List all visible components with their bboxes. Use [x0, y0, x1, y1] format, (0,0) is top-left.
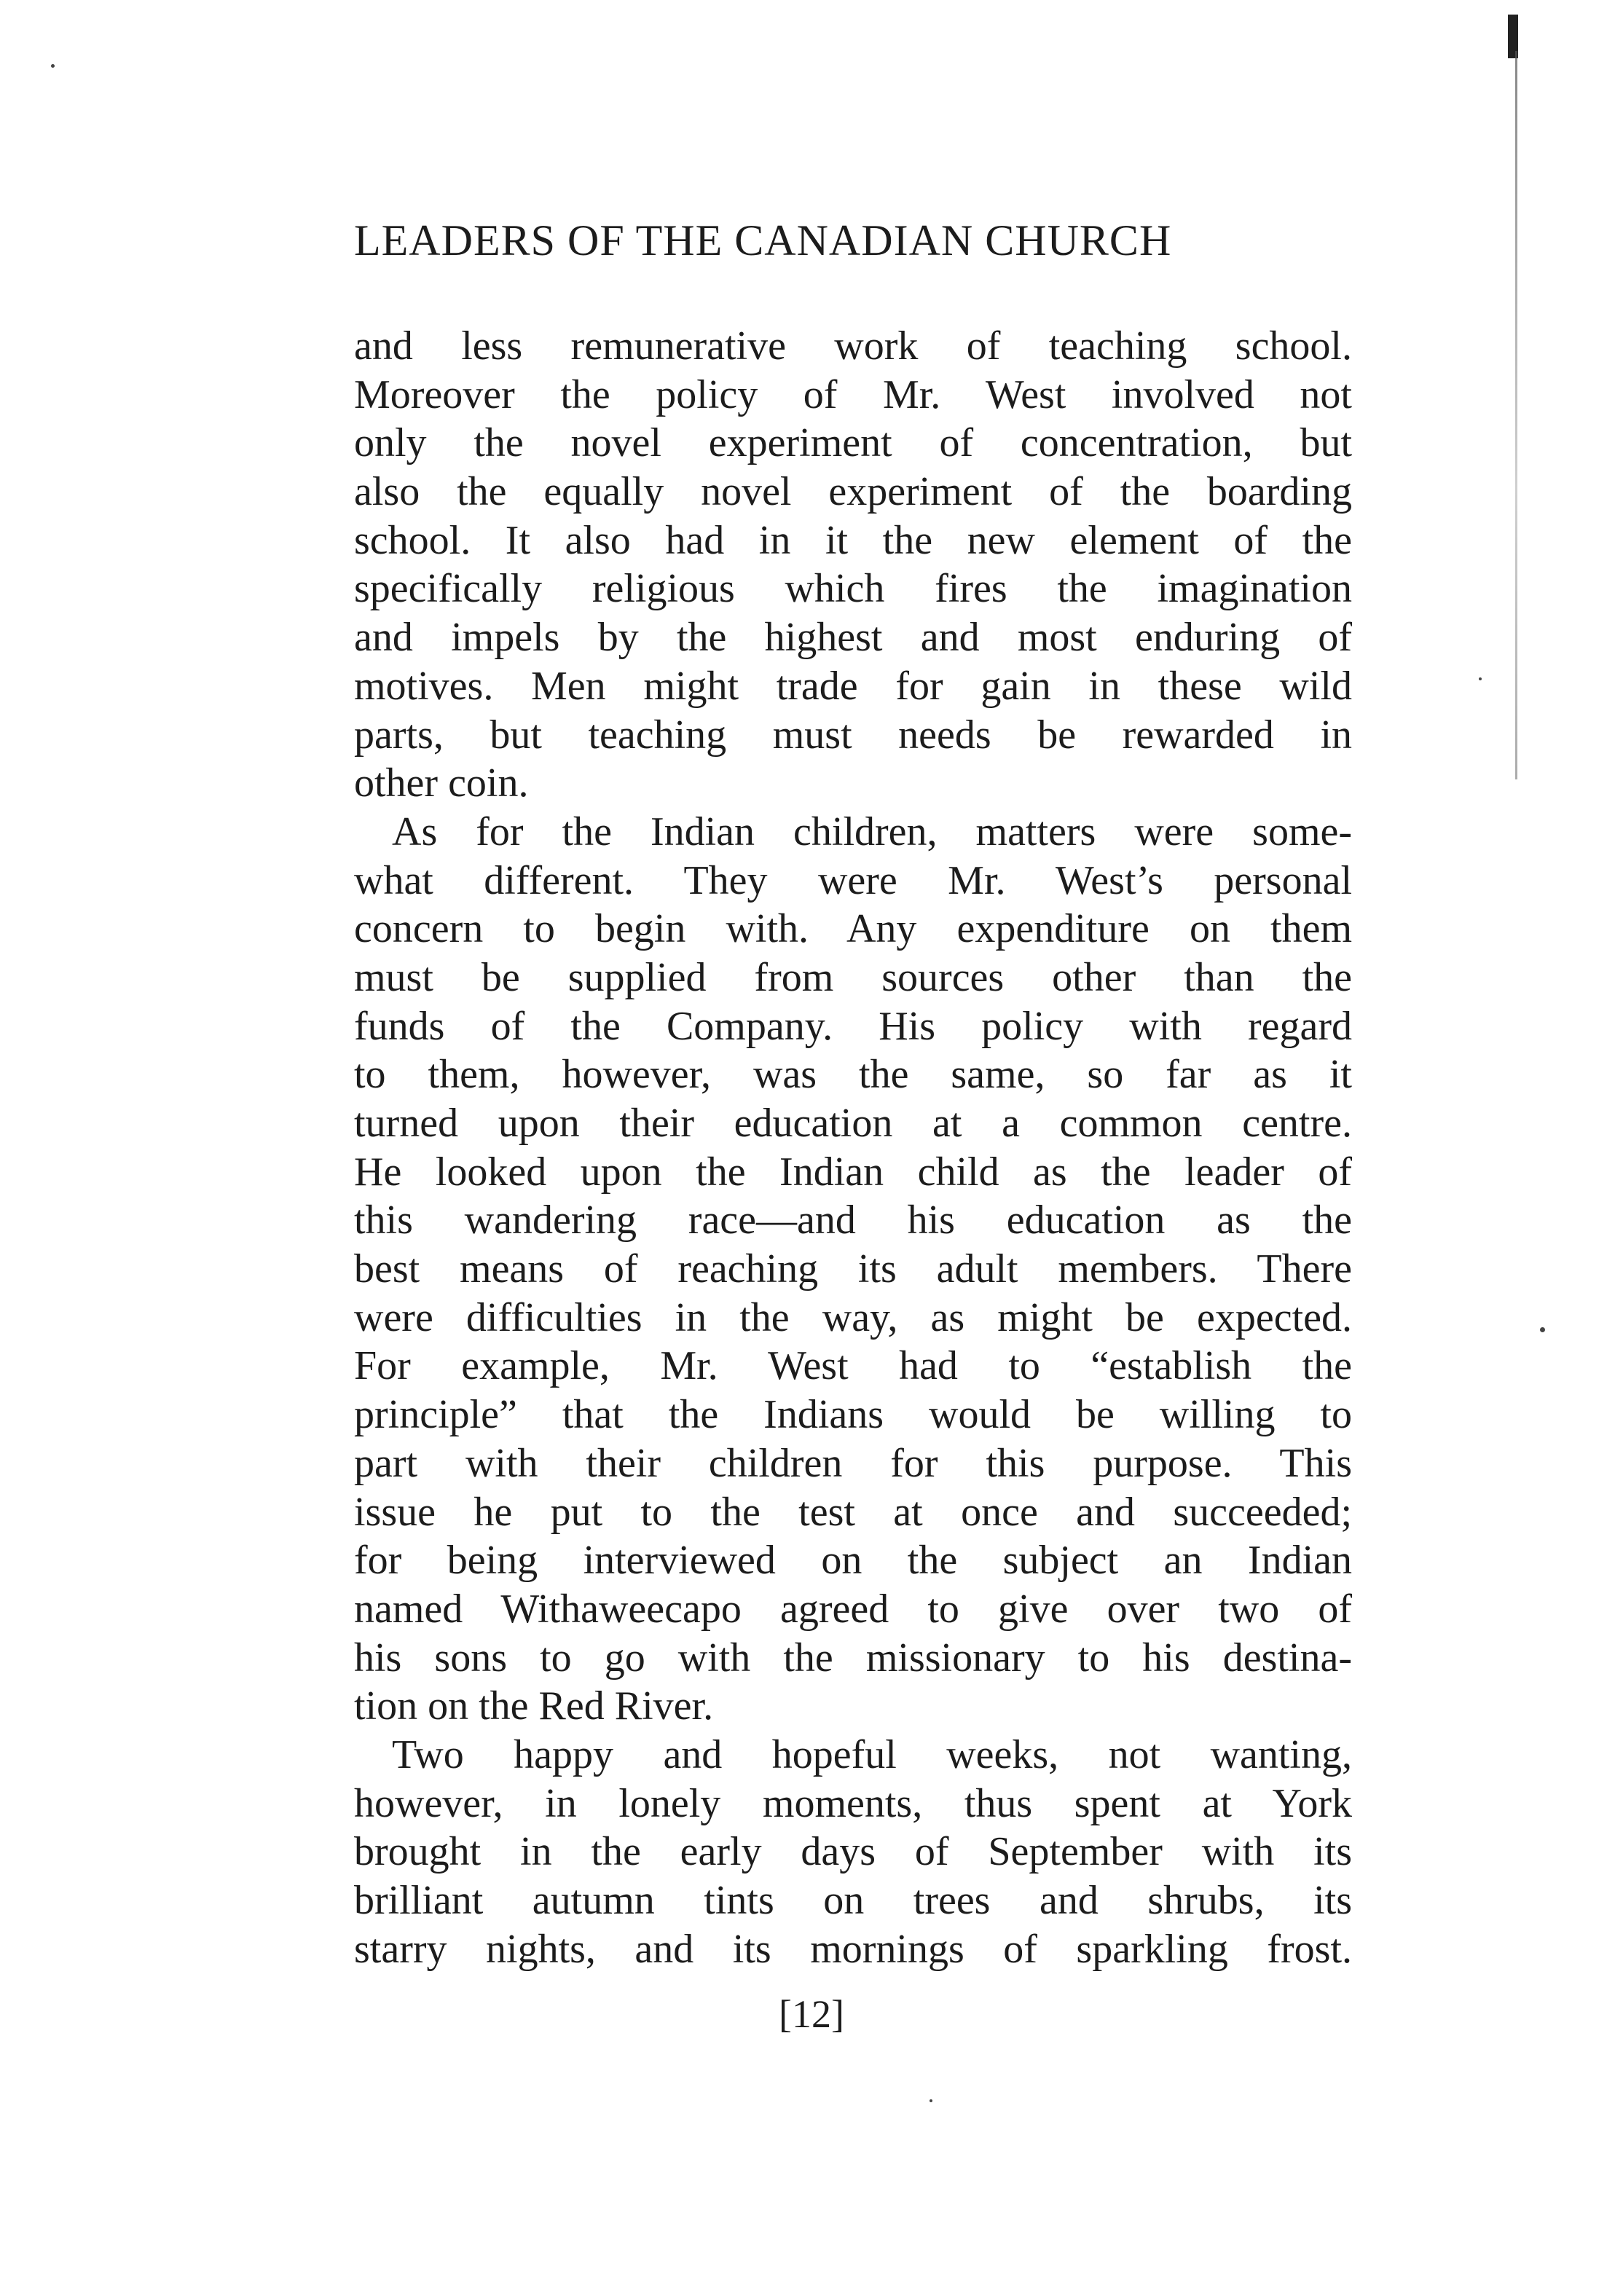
scan-speck [51, 64, 55, 68]
text-line: As for the Indian children, matters were some- [392, 809, 1352, 854]
text-line: motives. Men might trade for gain in these wild [354, 663, 1352, 709]
text-line: brilliant autumn tints on trees and shrubs, its [354, 1878, 1352, 1923]
text-line: parts, but teaching must needs be rewarded in [354, 712, 1352, 758]
text-line: however, in lonely moments, thus spent at York [354, 1780, 1352, 1826]
text-line: named Withaweecapo agreed to give over two of [354, 1586, 1352, 1632]
text-line: best means of reaching its adult members. There [354, 1246, 1352, 1292]
text-line: part with their children for this purpose. This [354, 1440, 1352, 1486]
body-text [354, 322, 1352, 1973]
text-line: specifically religious which fires the imagination [354, 566, 1352, 612]
text-line: brought in the early days of September with its [354, 1829, 1352, 1875]
scan-speck [1540, 1327, 1545, 1332]
text-line: his sons to go with the missionary to his destina- [354, 1635, 1352, 1680]
text-line: concern to begin with. Any expenditure on them [354, 906, 1352, 952]
scan-speck [930, 2099, 932, 2102]
text-line: to them, however, was the same, so far as it [354, 1052, 1352, 1098]
text-line: issue he put to the test at once and succeeded; [354, 1489, 1352, 1535]
text-line: Moreover the policy of Mr. West involved not [354, 371, 1352, 417]
text-line: other coin. [354, 760, 529, 806]
running-head: LEADERS OF THE CANADIAN CHURCH [354, 216, 1172, 264]
text-line: also the equally novel experiment of the boarding [354, 469, 1352, 515]
text-line: must be supplied from sources other than the [354, 954, 1352, 1000]
scan-speck [1479, 677, 1482, 680]
text-line: for being interviewed on the subject an Indian [354, 1538, 1352, 1584]
text-line: and impels by the highest and most enduring of [354, 615, 1352, 661]
text-line: starry nights, and its mornings of sparkling frost. [354, 1926, 1352, 1972]
text-line: He looked upon the Indian child as the leader of [354, 1149, 1352, 1195]
text-line: this wandering race—and his education as the [354, 1198, 1352, 1243]
text-line: funds of the Company. His policy with regard [354, 1003, 1352, 1049]
text-line: and less remunerative work of teaching school. [354, 323, 1352, 369]
scan-edge-rule [1515, 51, 1517, 779]
text-line: were difficulties in the way, as might be expected. [354, 1294, 1352, 1340]
text-line: turned upon their education at a common centre. [354, 1101, 1352, 1146]
text-line: tion on the Red River. [354, 1683, 714, 1729]
text-line: For example, Mr. West had to “establish the [354, 1343, 1352, 1389]
text-line: what different. They were Mr. West’s personal [354, 857, 1352, 903]
text-line: principle” that the Indians would be willing to [354, 1392, 1352, 1438]
text-line: only the novel experiment of concentration, but [354, 420, 1352, 466]
page-number: [12] [779, 1992, 844, 2036]
text-line: Two happy and hopeful weeks, not wanting, [392, 1731, 1352, 1777]
text-line: school. It also had in it the new element of the [354, 517, 1352, 563]
